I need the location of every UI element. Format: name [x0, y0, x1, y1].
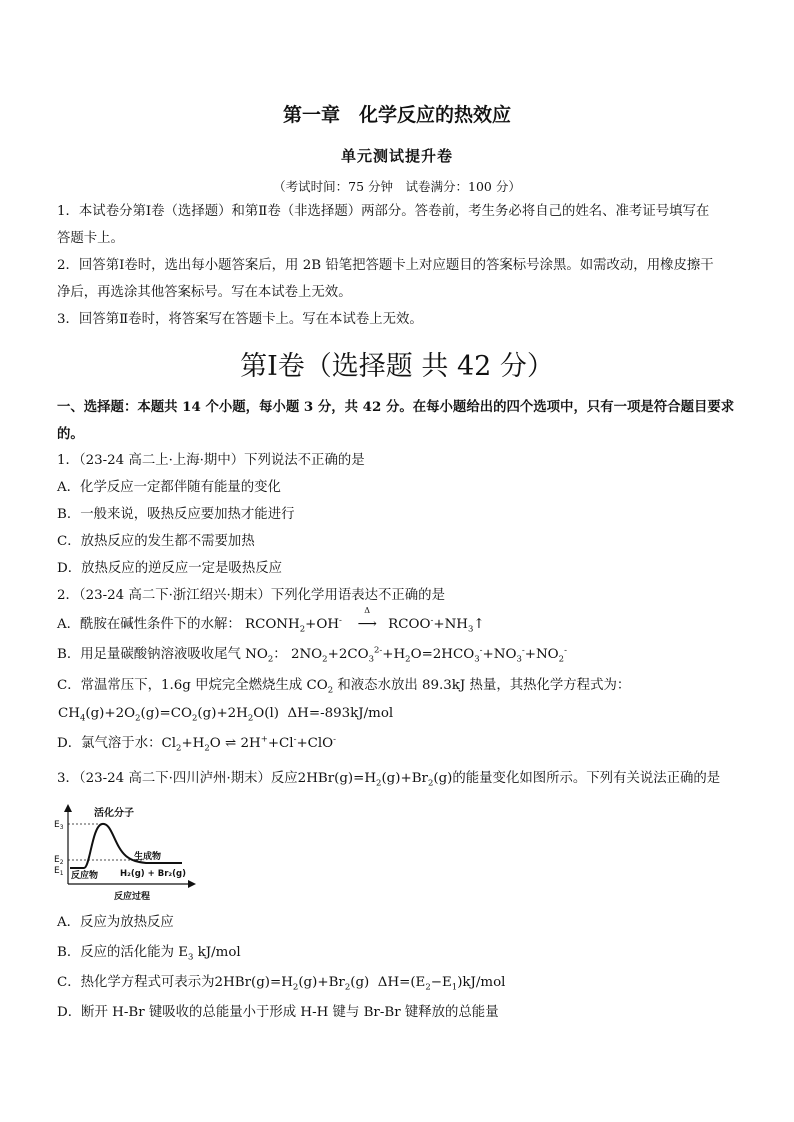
q3-option-c: C．热化学方程式可表示为$2HBr(g)=H_2(g)+Br_2(g)$ $\Delta H=(E_2-E_1)kJ$/mol	[57, 975, 506, 993]
e3-label: $E_3$	[54, 820, 64, 831]
instruction-line: 净后，再选涂其他答案标号。写在本试卷上无效。	[57, 285, 352, 300]
q2-option-a: A．酰胺在碱性条件下的水解： $RCONH_2+OH^-$ Δ ⟶ $RCOO^-+NH_3↑$	[57, 606, 485, 635]
instruction-line: 3．回答第Ⅱ卷时，将答案写在答题卡上。写在本试卷上无效。	[57, 312, 423, 327]
reactant-label: 反应物	[71, 871, 99, 881]
x-axis-arrow	[188, 880, 196, 888]
q3-option-d: D．断开 H-Br 键吸收的总能量小于形成 H-H 键与 Br-Br 键释放的总能量	[57, 1005, 499, 1020]
q3-option-a: A．反应为放热反应	[57, 915, 174, 930]
q3-option-b: B．反应的活化能为 $E_3$ kJ/mol	[57, 945, 241, 963]
energy-curve	[70, 824, 182, 868]
q3-stem: 3．（23-24 高二下·四川泸州·期末）反应$2HBr(g)=H_2(g)+Br_2(g)$的能量变化如图所示。下列有关说法正确的是	[57, 771, 721, 789]
instruction-line: 答题卡上。	[57, 231, 124, 246]
q2-option-d: D．氯气溶于水：$Cl_2+H_2O$ ⇌ 2H++Cl-+ClO-	[57, 734, 337, 754]
q2-option-c-equation: $CH_4(g)+2O_2(g)=CO_2(g)+2H_2O(l)$ ΔH=-893kJ/mol	[58, 706, 394, 724]
product-label: 生成物	[134, 852, 162, 862]
q2-option-b: B．用足量碳酸钠溶液吸收尾气 $NO_2$： $2NO_2+2CO_3^{2-}+H_2O=2HCO_3^-+NO_3^-+NO_2^-$	[57, 645, 567, 665]
section-heading: 一、选择题：本题共 14 个小题，每小题 3 分，共 42 分。在每小题给出的四个选项中，只有一项是符合题目要求	[57, 399, 735, 415]
e1-label: $E_1$	[54, 866, 64, 877]
q1-stem: 1．（23-24 高二上·上海·期中）下列说法不正确的是	[57, 453, 365, 468]
q2-option-c: C．常温常压下，1.6g 甲烷完全燃烧生成 $CO_2$ 和液态水放出 89.3kJ 热量，其热化学方程式为：	[57, 678, 631, 696]
q1-option-d: D．放热反应的逆反应一定是吸热反应	[57, 561, 282, 576]
activated-molecule-label: 活化分子	[94, 808, 134, 819]
instruction-line: 2．回答第Ⅰ卷时，选出每小题答案后，用 2B 铅笔把答题卡上对应题目的答案标号涂黑。如需改动，用橡皮擦干	[57, 258, 714, 273]
x-axis-label: 反应过程	[114, 892, 151, 902]
energy-profile-chart	[54, 804, 204, 906]
heat-condition: Δ	[364, 606, 371, 615]
q2-stem: 2．（23-24 高二下·浙江绍兴·期末）下列化学用语表达不正确的是	[57, 588, 445, 603]
product-formula: H₂(g) + Br₂(g)	[120, 869, 186, 879]
exam-subtitle: 单元测试提升卷	[340, 147, 453, 165]
q1-option-a: A．化学反应一定都伴随有能量的变化	[57, 480, 281, 495]
part-title: 第Ⅰ卷（选择题 共 42 分）	[240, 351, 554, 382]
q1-option-c: C．放热反应的发生都不需要加热	[57, 534, 255, 549]
chapter-title: 第一章 化学反应的热效应	[282, 104, 511, 126]
e2-label: $E_2$	[54, 855, 64, 866]
y-axis-arrow	[64, 804, 72, 812]
q1-option-b: B．一般来说，吸热反应要加热才能进行	[57, 507, 295, 522]
energy-profile-svg	[54, 804, 204, 906]
instruction-line: 1．本试卷分第Ⅰ卷（选择题）和第Ⅱ卷（非选择题）两部分。答卷前，考生务必将自己的姓名、准考证号填写在	[57, 204, 710, 219]
exam-info: （考试时间：75 分钟 试卷满分：100 分）	[273, 179, 521, 194]
section-heading-cont: 的。	[57, 426, 84, 442]
